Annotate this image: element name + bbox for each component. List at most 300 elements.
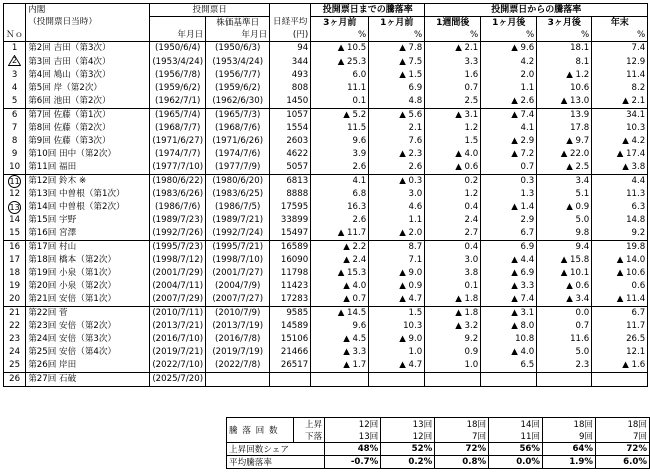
vote-date: (1983/6/26) [150, 188, 206, 201]
row-number: 1 [4, 42, 26, 56]
change-rate-cell: 11.7 [592, 320, 648, 333]
base-date: (1977/7/9) [206, 161, 270, 175]
col-3m-before: 3ヶ月前 [311, 17, 369, 30]
change-rate-cell: 1.2 [425, 122, 481, 135]
nikkei-value: 21466 [270, 346, 311, 359]
change-rate-cell: 2.6 [369, 161, 425, 175]
table-row [4, 254, 648, 267]
vote-date: (1953/4/24) [150, 55, 206, 69]
nikkei-value: 15497 [270, 227, 311, 241]
cabinet-name: 第25回 安倍（第4次） [26, 346, 150, 359]
base-date: (2010/7/9) [206, 306, 270, 320]
change-rate-cell: 1.6 [425, 69, 481, 82]
summary-row [227, 456, 650, 469]
cabinet-name: 第15回 宇野 [26, 214, 150, 227]
vote-date: (1989/7/23) [150, 214, 206, 227]
cabinet-name: 第21回 安倍（第1次） [26, 293, 150, 307]
change-rate-cell: 0.7 [481, 161, 537, 175]
change-rate-cell: 0.9 [425, 346, 481, 359]
base-date: (1992/7/24) [206, 227, 270, 241]
change-rate-cell: 7.6 [369, 135, 425, 148]
nikkei-value: 16589 [270, 240, 311, 254]
nikkei-value: 1554 [270, 122, 311, 135]
change-rate-cell: ▲ 0.7 [311, 293, 369, 307]
change-rate-cell: ▲ 11.4 [592, 293, 648, 307]
summary-row [227, 418, 650, 431]
base-date-sub-label: 年月日 [206, 29, 270, 42]
table-row [4, 359, 648, 373]
base-date: (1998/7/10) [206, 254, 270, 267]
share-value: 56% [489, 443, 543, 456]
change-rate-cell: 2.6 [311, 214, 369, 227]
table-row [4, 108, 648, 122]
change-rate-cell: ▲ 7.2 [481, 148, 537, 161]
change-rate-cell: 26.5 [592, 333, 648, 346]
vote-date: (1950/6/4) [150, 42, 206, 56]
change-rate-cell: 5.1 [537, 188, 592, 201]
row-number: 14 [4, 214, 26, 227]
base-date: (2001/7/27) [206, 267, 270, 280]
change-rate-cell: 4.6 [369, 201, 425, 214]
change-rate-cell: 2.9 [481, 214, 537, 227]
change-rate-cell: 3.9 [311, 148, 369, 161]
vote-date: (2013/7/21) [150, 320, 206, 333]
change-rate-cell: ▲ 0.6 [425, 161, 481, 175]
change-rate-cell: 2.1 [369, 122, 425, 135]
change-rate-cell: ▲ 0.9 [537, 201, 592, 214]
row-number: 10 [4, 161, 26, 175]
change-rate-cell: 11.5 [311, 122, 369, 135]
change-rate-cell: 8.2 [592, 82, 648, 95]
avg-label: 平均騰落率 [227, 456, 325, 469]
cabinet-name: 第27回 石破 [26, 372, 150, 386]
change-rate-cell: 6.8 [311, 188, 369, 201]
vote-date: (1992/7/26) [150, 227, 206, 241]
row-number: 20 [4, 293, 26, 307]
base-date: (2013/7/19) [206, 320, 270, 333]
row-number [4, 201, 26, 214]
change-rate-cell: 6.5 [481, 359, 537, 373]
change-rate-cell: 4.8 [369, 95, 425, 109]
change-rate-cell: 9.2 [592, 227, 648, 241]
nikkei-value: 11798 [270, 267, 311, 280]
base-date: (1950/6/3) [206, 42, 270, 56]
change-rate-cell: 4.1 [481, 122, 537, 135]
vote-date: (1971/6/27) [150, 135, 206, 148]
change-rate-cell: ▲ 9.0 [369, 333, 425, 346]
vote-date: (1956/7/8) [150, 69, 206, 82]
change-rate-cell: ▲ 25.3 [311, 55, 369, 69]
table-row [4, 372, 648, 386]
row-number: 9 [4, 148, 26, 161]
change-rate-cell: 2.6 [311, 161, 369, 175]
nikkei-value: 4622 [270, 148, 311, 161]
change-rate-cell: 1.5 [425, 135, 481, 148]
change-rate-cell: 4.2 [481, 55, 537, 69]
change-rate-cell: 9.8 [537, 227, 592, 241]
change-rate-cell: 2.3 [537, 359, 592, 373]
before-group-header: 投開票日までの騰落率 [311, 4, 425, 17]
change-rate-cell: ▲ 2.1 [425, 42, 481, 56]
cabinet-name: 第19回 小泉（第1次） [26, 267, 150, 280]
base-date-label: 株価基準日 [206, 17, 270, 30]
cabinet-name: 第14回 中曽根（第2次） [26, 201, 150, 214]
nikkei-value: 33899 [270, 214, 311, 227]
vote-date: (1977/7/10) [150, 161, 206, 175]
change-rate-cell: ▲ 1.8 [425, 306, 481, 320]
vote-date: (1980/6/22) [150, 174, 206, 188]
vote-date: (1974/7/7) [150, 148, 206, 161]
nikkei-value: 14589 [270, 320, 311, 333]
nikkei-value: 344 [270, 55, 311, 69]
change-rate-cell: 3.0 [369, 188, 425, 201]
change-rate-cell: ▲ 2.5 [537, 161, 592, 175]
change-rate-cell: ▲ 14.5 [311, 306, 369, 320]
col-1m-after: 1ヶ月後 [481, 17, 537, 30]
vote-date: (2004/7/11) [150, 280, 206, 293]
change-rate-cell: 6.7 [481, 227, 537, 241]
base-date: (1974/7/6) [206, 148, 270, 161]
down-count: 13回 [325, 430, 381, 443]
change-rate-cell: ▲ 1.7 [311, 359, 369, 373]
change-rate-cell: ▲ 2.6 [481, 95, 537, 109]
avg-value: 0.2% [381, 456, 435, 469]
nikkei-value: 11423 [270, 280, 311, 293]
row-number: 18 [4, 267, 26, 280]
change-rate-cell: 16.3 [311, 201, 369, 214]
table-row [4, 148, 648, 161]
change-rate-cell: 0.4 [425, 201, 481, 214]
col-year-end: 年末 [592, 17, 648, 30]
change-rate-cell: ▲ 13.0 [537, 95, 592, 109]
change-rate-cell: 6.0 [311, 69, 369, 82]
change-rate-cell: 17.8 [537, 122, 592, 135]
change-rate-cell: 3.3 [425, 55, 481, 69]
change-rate-cell: ▲ 15.8 [537, 254, 592, 267]
change-rate-cell: ▲ 2.1 [592, 95, 648, 109]
vote-date: (1998/7/12) [150, 254, 206, 267]
vote-date: (2025/7/20) [150, 372, 206, 386]
avg-value: -0.7% [325, 456, 381, 469]
nikkei-value: 808 [270, 82, 311, 95]
change-rate-cell: ▲ 10.6 [592, 267, 648, 280]
change-rate-cell: 9.6 [311, 320, 369, 333]
table-row [4, 174, 648, 188]
base-date: (1956/7/7) [206, 69, 270, 82]
row-number: 16 [4, 240, 26, 254]
cabinet-label: 内閣 [26, 4, 150, 17]
nikkei-label: 日経平均 [270, 17, 311, 30]
change-rate-cell: 10.8 [481, 333, 537, 346]
circle-mark-icon: 13 [9, 202, 20, 212]
vote-date: (2007/7/29) [150, 293, 206, 307]
base-date: (1995/7/21) [206, 240, 270, 254]
nikkei-value: 16090 [270, 254, 311, 267]
base-date [206, 372, 270, 386]
change-rate-cell: ▲ 2.0 [369, 227, 425, 241]
change-rate-cell: ▲ 9.7 [537, 135, 592, 148]
table-row [4, 188, 648, 201]
avg-value: 0.8% [435, 456, 489, 469]
table-row [4, 95, 648, 109]
vote-date: (1968/7/7) [150, 122, 206, 135]
change-rate-cell: 0.6 [592, 280, 648, 293]
change-rate-cell: ▲ 5.2 [311, 108, 369, 122]
circle-mark-icon: 11 [9, 176, 20, 186]
change-rate-cell: 5.0 [537, 214, 592, 227]
base-date: (2019/7/19) [206, 346, 270, 359]
change-rate-cell: ▲ 2.2 [311, 240, 369, 254]
vote-date: (2019/7/21) [150, 346, 206, 359]
col-3m-after: 3ヶ月後 [537, 17, 592, 30]
change-rate-cell: 1.1 [369, 214, 425, 227]
election-stock-table [3, 3, 648, 387]
change-rate-cell: ▲ 5.6 [369, 108, 425, 122]
change-rate-cell [592, 372, 648, 386]
change-rate-cell: ▲ 15.3 [311, 267, 369, 280]
change-rate-cell: 1.0 [425, 359, 481, 373]
change-rate-cell: ▲ 1.6 [592, 359, 648, 373]
change-rate-cell [311, 372, 369, 386]
pct-unit: % [369, 29, 425, 42]
change-rate-cell: ▲ 4.2 [592, 135, 648, 148]
change-rate-cell: 0.2 [425, 174, 481, 188]
change-rate-cell: 2.7 [425, 227, 481, 241]
base-date: (1983/6/25) [206, 188, 270, 201]
change-rate-cell: 2.4 [425, 214, 481, 227]
vote-day-group-header: 投開票日 [150, 4, 270, 17]
change-rate-cell: ▲ 4.0 [481, 346, 537, 359]
down-count: 9回 [543, 430, 596, 443]
triangle-mark-icon: 2 [8, 55, 21, 66]
table-row [4, 320, 648, 333]
change-rate-cell: ▲ 0.6 [537, 280, 592, 293]
change-rate-cell: ▲ 2.9 [481, 135, 537, 148]
cabinet-name: 第12回 鈴木 ※ [26, 174, 150, 188]
change-rate-cell: ▲ 8.0 [481, 320, 537, 333]
cabinet-name: 第26回 岸田 [26, 359, 150, 373]
change-rate-cell: 0.7 [537, 320, 592, 333]
change-rate-cell: ▲ 17.4 [592, 148, 648, 161]
change-rate-cell [369, 372, 425, 386]
up-count: 12回 [325, 418, 381, 431]
change-rate-cell: 5.0 [537, 346, 592, 359]
change-rate-cell: 6.9 [369, 82, 425, 95]
change-rate-cell: 10.3 [369, 320, 425, 333]
vote-date: (2016/7/10) [150, 333, 206, 346]
row-number: 24 [4, 346, 26, 359]
row-number: 15 [4, 227, 26, 241]
change-rate-cell: ▲ 2.4 [311, 254, 369, 267]
change-rate-cell: ▲ 4.0 [311, 280, 369, 293]
share-value: 72% [596, 443, 650, 456]
change-rate-cell: ▲ 3.4 [537, 293, 592, 307]
change-rate-cell: ▲ 2.3 [369, 148, 425, 161]
change-rate-cell: 1.2 [425, 188, 481, 201]
change-rate-cell: ▲ 0.9 [369, 280, 425, 293]
nikkei-value: 26517 [270, 359, 311, 373]
change-rate-cell: 19.8 [592, 240, 648, 254]
table-body [4, 42, 648, 387]
vote-date: (1962/7/1) [150, 95, 206, 109]
table-row [4, 201, 648, 214]
change-rate-cell: ▲ 4.0 [425, 148, 481, 161]
row-number: 19 [4, 280, 26, 293]
change-rate-cell: 1.5 [369, 306, 425, 320]
nikkei-value: 2603 [270, 135, 311, 148]
change-rate-cell: 12.1 [592, 346, 648, 359]
pct-unit: % [537, 29, 592, 42]
row-number: 23 [4, 333, 26, 346]
avg-value: 1.9% [543, 456, 596, 469]
up-count: 18回 [596, 418, 650, 431]
change-rate-cell: ▲ 7.5 [369, 55, 425, 69]
base-date: (1971/6/26) [206, 135, 270, 148]
cabinet-name: 第10回 田中（第2次） [26, 148, 150, 161]
cabinet-sub-label: （投開票日当時） [26, 17, 150, 30]
table-row [4, 333, 648, 346]
change-rate-cell: 3.0 [425, 254, 481, 267]
row-number: 7 [4, 122, 26, 135]
base-date: (2007/7/27) [206, 293, 270, 307]
down-count: 7回 [435, 430, 489, 443]
change-rate-cell: 4.4 [592, 174, 648, 188]
nikkei-value: 17283 [270, 293, 311, 307]
avg-value: 0.0% [489, 456, 543, 469]
change-rate-cell: 1.1 [481, 82, 537, 95]
share-value: 64% [543, 443, 596, 456]
base-date: (1962/6/30) [206, 95, 270, 109]
vote-date: (1959/6/2) [150, 82, 206, 95]
table-row [4, 306, 648, 320]
row-number: 5 [4, 95, 26, 109]
change-rate-cell: 11.1 [311, 82, 369, 95]
change-rate-cell: 7.4 [592, 42, 648, 56]
vote-date: (2001/7/29) [150, 267, 206, 280]
change-rate-cell: ▲ 10.1 [537, 267, 592, 280]
share-value: 48% [325, 443, 381, 456]
row-number: 4 [4, 82, 26, 95]
base-date: (2016/7/8) [206, 333, 270, 346]
change-rate-cell: 3.8 [425, 267, 481, 280]
change-rate-cell: ▲ 14.0 [592, 254, 648, 267]
row-number: 22 [4, 320, 26, 333]
base-date: (1989/7/21) [206, 214, 270, 227]
change-rate-cell: ▲ 4.7 [369, 293, 425, 307]
nikkei-value: 493 [270, 69, 311, 82]
table-row [4, 135, 648, 148]
nikkei-value: 6813 [270, 174, 311, 188]
change-rate-cell: 9.2 [425, 333, 481, 346]
base-date: (1953/4/24) [206, 55, 270, 69]
nikkei-value: 94 [270, 42, 311, 56]
change-rate-cell: 0.0 [537, 306, 592, 320]
vote-date: (2022/7/10) [150, 359, 206, 373]
change-rate-cell: ▲ 6.9 [481, 267, 537, 280]
table-row [4, 69, 648, 82]
nikkei-value: 15106 [270, 333, 311, 346]
base-date: (1968/7/6) [206, 122, 270, 135]
change-rate-cell: 10.6 [537, 82, 592, 95]
table-row [4, 346, 648, 359]
nikkei-value: 1450 [270, 95, 311, 109]
table-row [4, 214, 648, 227]
change-rate-cell: 3.4 [537, 174, 592, 188]
change-rate-cell: 4.1 [311, 174, 369, 188]
table-row [4, 227, 648, 241]
change-rate-cell: 14.8 [592, 214, 648, 227]
base-date: (1959/6/2) [206, 82, 270, 95]
change-rate-cell: 1.3 [481, 188, 537, 201]
change-rate-cell: ▲ 3.8 [592, 161, 648, 175]
share-value: 52% [381, 443, 435, 456]
cabinet-name: 第13回 中曽根（第1次） [26, 188, 150, 201]
change-rate-cell: 1.0 [369, 346, 425, 359]
row-number: 26 [4, 372, 26, 386]
change-rate-cell: 10.3 [592, 122, 648, 135]
table-row [4, 82, 648, 95]
change-rate-cell: ▲ 4.7 [369, 359, 425, 373]
up-count: 13回 [381, 418, 435, 431]
cabinet-name: 第5回 岸（第2次） [26, 82, 150, 95]
change-rate-cell: 0.7 [425, 82, 481, 95]
change-rate-cell: 11.6 [537, 333, 592, 346]
vote-date: (2010/7/11) [150, 306, 206, 320]
change-rate-cell: 9.4 [537, 240, 592, 254]
avg-value: 6.0% [596, 456, 650, 469]
table-row [4, 280, 648, 293]
table-row [4, 161, 648, 175]
change-rate-cell: ▲ 10.5 [311, 42, 369, 56]
change-rate-cell [537, 372, 592, 386]
change-rate-cell: 0.3 [481, 174, 537, 188]
change-rate-cell: 12.9 [592, 55, 648, 69]
change-rate-cell: ▲ 7.8 [369, 42, 425, 56]
change-rate-cell: 34.1 [592, 108, 648, 122]
base-date: (1986/7/5) [206, 201, 270, 214]
after-group-header: 投開票日からの騰落率 [425, 4, 648, 17]
cabinet-name: 第8回 佐藤（第2次） [26, 122, 150, 135]
change-rate-cell: 0.1 [425, 280, 481, 293]
change-rate-cell: ▲ 3.2 [425, 320, 481, 333]
vote-date: (1986/7/6) [150, 201, 206, 214]
pct-unit: % [592, 29, 648, 42]
change-rate-cell: ▲ 4.4 [481, 254, 537, 267]
change-rate-cell: ▲ 7.4 [481, 293, 537, 307]
cabinet-name: 第4回 鳩山（第3次） [26, 69, 150, 82]
pct-unit: % [311, 29, 369, 42]
up-label: 上昇 [293, 418, 324, 431]
nikkei-value: 9585 [270, 306, 311, 320]
cabinet-name: 第11回 福田 [26, 161, 150, 175]
change-rate-cell: ▲ 7.4 [481, 108, 537, 122]
row-number [4, 55, 26, 69]
cabinet-name: 第7回 佐藤（第1次） [26, 108, 150, 122]
cabinet-name: 第3回 吉田（第4次） [26, 55, 150, 69]
change-rate-cell: ▲ 1.2 [537, 69, 592, 82]
cabinet-name: 第6回 池田（第2次） [26, 95, 150, 109]
cabinet-name: 第20回 小泉（第2次） [26, 280, 150, 293]
cabinet-name: 第23回 安倍（第2次） [26, 320, 150, 333]
base-date: (1980/6/20) [206, 174, 270, 188]
change-rate-cell: 0.4 [425, 240, 481, 254]
nikkei-value: 1057 [270, 108, 311, 122]
table-row [4, 293, 648, 307]
change-rate-cell: ▲ 3.1 [481, 306, 537, 320]
vote-date: (1965/7/4) [150, 108, 206, 122]
change-rate-cell [481, 372, 537, 386]
row-number: 8 [4, 135, 26, 148]
